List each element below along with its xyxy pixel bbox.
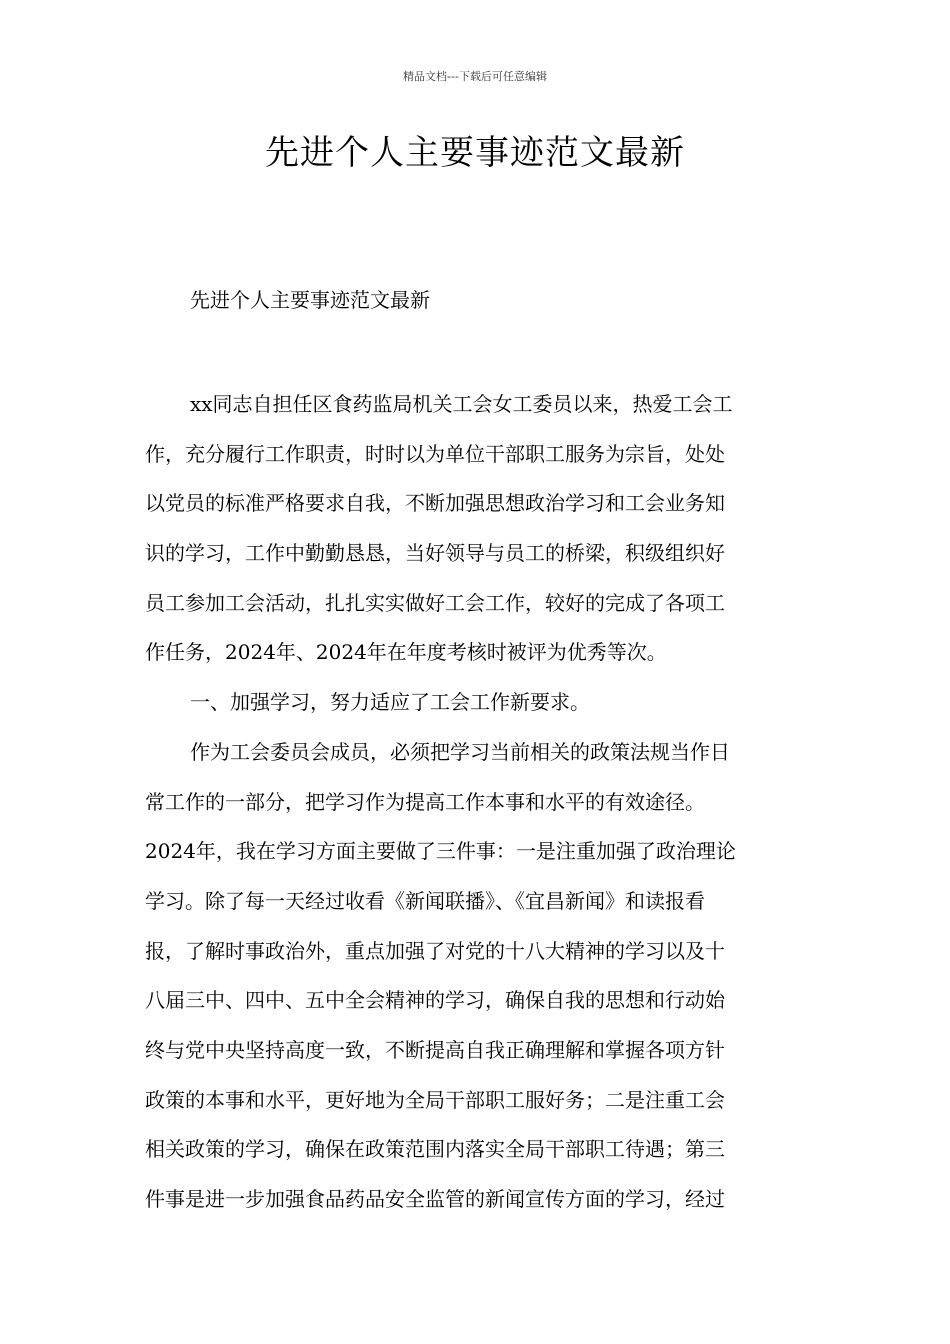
body-line: 学习。除了每一天经过收看《新闻联播》、《宜昌新闻》和读报看 bbox=[145, 888, 705, 913]
body-line: 政策的本事和水平，更好地为全局干部职工服好务；二是注重工会 bbox=[145, 1087, 725, 1112]
document-subtitle: 先进个人主要事迹范文最新 bbox=[190, 288, 430, 312]
body-line: 相关政策的学习，确保在政策范围内落实全局干部职工待遇；第三 bbox=[145, 1137, 725, 1162]
body-line: xx同志自担任区食药监局机关工会女工委员以来，热爱工会工 bbox=[190, 392, 733, 416]
body-line: 八届三中、四中、五中全会精神的学习，确保自我的思想和行动始 bbox=[145, 988, 725, 1013]
body-line: 件事是进一步加强食品药品安全监管的新闻宣传方面的学习，经过 bbox=[145, 1187, 725, 1211]
body-line: 以党员的标准严格要求自我，不断加强思想政治学习和工会业务知 bbox=[145, 491, 725, 516]
body-line: 作任务，2024年、2024年在年度考核时被评为优秀等次。 bbox=[145, 640, 667, 665]
body-line: 一、加强学习，努力适应了工会工作新要求。 bbox=[190, 690, 590, 715]
body-line: 常工作的一部分，把学习作为提高工作本事和水平的有效途径。 bbox=[145, 789, 705, 814]
body-line: 作，充分履行工作职责，时时以为单位干部职工服务为宗旨，处处 bbox=[145, 441, 725, 466]
document-body bbox=[145, 380, 815, 1225]
document-title: 先进个人主要事迹范文最新 bbox=[265, 133, 685, 173]
body-line: 终与党中央坚持高度一致，不断提高自我正确理解和掌握各项方针 bbox=[145, 1037, 725, 1062]
body-line: 作为工会委员会成员，必须把学习当前相关的政策法规当作日 bbox=[190, 739, 730, 764]
body-line: 报，了解时事政治外，重点加强了对党的十八大精神的学习以及十 bbox=[145, 938, 725, 963]
body-line: 识的学习，工作中勤勤恳恳，当好领导与员工的桥梁，积级组织好 bbox=[145, 541, 725, 566]
page-header-note: 精品文档---下载后可任意编辑 bbox=[403, 70, 547, 83]
body-line: 2024年，我在学习方面主要做了三件事：一是注重加强了政治理论 bbox=[145, 839, 736, 864]
body-line: 员工参加工会活动，扎扎实实做好工会工作，较好的完成了各项工 bbox=[145, 590, 725, 615]
